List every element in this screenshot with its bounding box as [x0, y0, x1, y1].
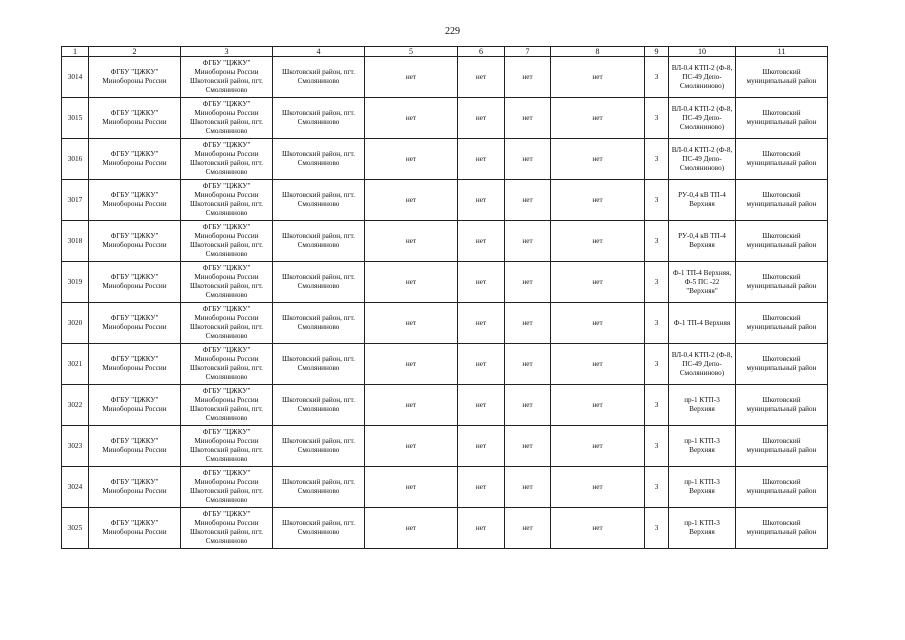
cell-col7: нет	[505, 467, 551, 508]
cell-col7: нет	[505, 344, 551, 385]
cell-power-source: ВЛ-0.4 КТП-2 (Ф-8, ПС-49 Депо-Смоляниново)	[669, 139, 736, 180]
cell-col8: нет	[551, 57, 645, 98]
cell-power-source: РУ-0,4 кВ ТП-4 Верхняя	[669, 221, 736, 262]
cell-owner: ФГБУ "ЦЖКУ" Минобороны России	[89, 426, 181, 467]
cell-col7: нет	[505, 426, 551, 467]
cell-location: Шкотовский район, пгт. Смоляниново	[273, 508, 365, 549]
cell-col9: 3	[645, 262, 669, 303]
column-header: 6	[458, 47, 505, 57]
cell-col6: нет	[458, 98, 505, 139]
cell-owner: ФГБУ "ЦЖКУ" Минобороны России	[89, 221, 181, 262]
cell-col6: нет	[458, 57, 505, 98]
cell-location: Шкотовский район, пгт. Смоляниново	[273, 385, 365, 426]
cell-owner-address: ФГБУ "ЦЖКУ" Минобороны России Шкотовский район, пгт. Смоляниново	[181, 98, 273, 139]
table-row	[62, 262, 828, 303]
cell-col6: нет	[458, 344, 505, 385]
cell-col9: 3	[645, 98, 669, 139]
column-header: 5	[365, 47, 458, 57]
cell-col5: нет	[365, 508, 458, 549]
cell-col9: 3	[645, 180, 669, 221]
cell-col7: нет	[505, 303, 551, 344]
cell-col7: нет	[505, 98, 551, 139]
cell-location: Шкотовский район, пгт. Смоляниново	[273, 344, 365, 385]
cell-owner: ФГБУ "ЦЖКУ" Минобороны России	[89, 180, 181, 221]
cell-power-source: Ф-1 ТП-4 Верхняя	[669, 303, 736, 344]
cell-col8: нет	[551, 426, 645, 467]
cell-owner-address: ФГБУ "ЦЖКУ" Минобороны России Шкотовский район, пгт. Смоляниново	[181, 344, 273, 385]
cell-col8: нет	[551, 262, 645, 303]
cell-col7: нет	[505, 180, 551, 221]
cell-municipality: Шкотовский муниципальный район	[736, 98, 828, 139]
column-header: 4	[273, 47, 365, 57]
cell-power-source: ВЛ-0.4 КТП-2 (Ф-8, ПС-49 Депо-Смоляниново)	[669, 98, 736, 139]
cell-power-source: пр-1 КТП-3 Верхняя	[669, 467, 736, 508]
cell-municipality: Шкотовский муниципальный район	[736, 385, 828, 426]
table-row	[62, 508, 828, 549]
cell-col6: нет	[458, 221, 505, 262]
cell-owner-address: ФГБУ "ЦЖКУ" Минобороны России Шкотовский район, пгт. Смоляниново	[181, 385, 273, 426]
cell-owner-address: ФГБУ "ЦЖКУ" Минобороны России Шкотовский район, пгт. Смоляниново	[181, 262, 273, 303]
cell-power-source: пр-1 КТП-3 Верхняя	[669, 426, 736, 467]
table-row	[62, 180, 828, 221]
cell-col7: нет	[505, 508, 551, 549]
column-header: 2	[89, 47, 181, 57]
cell-col7: нет	[505, 385, 551, 426]
cell-owner-address: ФГБУ "ЦЖКУ" Минобороны России Шкотовский район, пгт. Смоляниново	[181, 221, 273, 262]
cell-owner-address: ФГБУ "ЦЖКУ" Минобороны России Шкотовский район, пгт. Смоляниново	[181, 467, 273, 508]
cell-col7: нет	[505, 57, 551, 98]
cell-col7: нет	[505, 139, 551, 180]
cell-col8: нет	[551, 508, 645, 549]
cell-municipality: Шкотовский муниципальный район	[736, 303, 828, 344]
cell-power-source: Ф-1 ТП-4 Верхняя, Ф-5 ПС -22 "Верхняя"	[669, 262, 736, 303]
cell-col6: нет	[458, 139, 505, 180]
cell-owner: ФГБУ "ЦЖКУ" Минобороны России	[89, 344, 181, 385]
column-header: 8	[551, 47, 645, 57]
cell-col9: 3	[645, 426, 669, 467]
cell-owner: ФГБУ "ЦЖКУ" Минобороны России	[89, 57, 181, 98]
cell-location: Шкотовский район, пгт. Смоляниново	[273, 57, 365, 98]
cell-municipality: Шкотовский муниципальный район	[736, 344, 828, 385]
cell-col9: 3	[645, 221, 669, 262]
cell-owner-address: ФГБУ "ЦЖКУ" Минобороны России Шкотовский район, пгт. Смоляниново	[181, 57, 273, 98]
cell-location: Шкотовский район, пгт. Смоляниново	[273, 180, 365, 221]
table-row	[62, 221, 828, 262]
column-header: 11	[736, 47, 828, 57]
cell-col9: 3	[645, 139, 669, 180]
cell-location: Шкотовский район, пгт. Смоляниново	[273, 303, 365, 344]
cell-municipality: Шкотовский муниципальный район	[736, 221, 828, 262]
cell-number: 3015	[62, 98, 89, 139]
cell-col9: 3	[645, 508, 669, 549]
cell-municipality: Шкотовский муниципальный район	[736, 262, 828, 303]
cell-municipality: Шкотовский муниципальный район	[736, 426, 828, 467]
cell-col8: нет	[551, 467, 645, 508]
cell-col6: нет	[458, 385, 505, 426]
cell-col6: нет	[458, 262, 505, 303]
cell-number: 3019	[62, 262, 89, 303]
cell-col6: нет	[458, 180, 505, 221]
column-header: 7	[505, 47, 551, 57]
cell-col5: нет	[365, 303, 458, 344]
cell-power-source: РУ-0,4 кВ ТП-4 Верхняя	[669, 180, 736, 221]
cell-number: 3021	[62, 344, 89, 385]
table-row	[62, 385, 828, 426]
cell-number: 3024	[62, 467, 89, 508]
cell-power-source: пр-1 КТП-3 Верхняя	[669, 385, 736, 426]
cell-col7: нет	[505, 262, 551, 303]
cell-number: 3022	[62, 385, 89, 426]
cell-location: Шкотовский район, пгт. Смоляниново	[273, 139, 365, 180]
cell-number: 3014	[62, 57, 89, 98]
cell-municipality: Шкотовский муниципальный район	[736, 139, 828, 180]
table-row	[62, 426, 828, 467]
cell-col9: 3	[645, 385, 669, 426]
cell-col5: нет	[365, 344, 458, 385]
cell-col8: нет	[551, 180, 645, 221]
cell-col5: нет	[365, 98, 458, 139]
cell-col5: нет	[365, 139, 458, 180]
cell-col6: нет	[458, 426, 505, 467]
cell-owner-address: ФГБУ "ЦЖКУ" Минобороны России Шкотовский район, пгт. Смоляниново	[181, 508, 273, 549]
cell-col6: нет	[458, 303, 505, 344]
cell-municipality: Шкотовский муниципальный район	[736, 467, 828, 508]
cell-location: Шкотовский район, пгт. Смоляниново	[273, 426, 365, 467]
cell-col5: нет	[365, 262, 458, 303]
cell-municipality: Шкотовский муниципальный район	[736, 180, 828, 221]
cell-col5: нет	[365, 180, 458, 221]
cell-col8: нет	[551, 303, 645, 344]
table-row	[62, 139, 828, 180]
cell-col9: 3	[645, 467, 669, 508]
column-header: 1	[62, 47, 89, 57]
cell-owner-address: ФГБУ "ЦЖКУ" Минобороны России Шкотовский район, пгт. Смоляниново	[181, 180, 273, 221]
cell-location: Шкотовский район, пгт. Смоляниново	[273, 221, 365, 262]
cell-col9: 3	[645, 57, 669, 98]
cell-power-source: пр-1 КТП-3 Верхняя	[669, 508, 736, 549]
cell-owner: ФГБУ "ЦЖКУ" Минобороны России	[89, 139, 181, 180]
cell-owner: ФГБУ "ЦЖКУ" Минобороны России	[89, 467, 181, 508]
cell-power-source: ВЛ-0.4 КТП-2 (Ф-8, ПС-49 Депо-Смоляниново)	[669, 57, 736, 98]
cell-owner: ФГБУ "ЦЖКУ" Минобороны России	[89, 262, 181, 303]
page-number: 229	[445, 26, 460, 37]
header-row	[62, 47, 828, 57]
table-row	[62, 98, 828, 139]
cell-col8: нет	[551, 139, 645, 180]
cell-power-source: ВЛ-0.4 КТП-2 (Ф-8, ПС-49 Депо-Смоляниново)	[669, 344, 736, 385]
column-header: 3	[181, 47, 273, 57]
cell-owner: ФГБУ "ЦЖКУ" Минобороны России	[89, 508, 181, 549]
cell-owner: ФГБУ "ЦЖКУ" Минобороны России	[89, 303, 181, 344]
table-row	[62, 344, 828, 385]
cell-col5: нет	[365, 221, 458, 262]
cell-col9: 3	[645, 344, 669, 385]
registry-body	[62, 57, 828, 549]
cell-number: 3018	[62, 221, 89, 262]
cell-col5: нет	[365, 426, 458, 467]
cell-owner: ФГБУ "ЦЖКУ" Минобороны России	[89, 385, 181, 426]
cell-col6: нет	[458, 508, 505, 549]
table-row	[62, 467, 828, 508]
cell-location: Шкотовский район, пгт. Смоляниново	[273, 98, 365, 139]
cell-number: 3016	[62, 139, 89, 180]
cell-owner-address: ФГБУ "ЦЖКУ" Минобороны России Шкотовский район, пгт. Смоляниново	[181, 139, 273, 180]
cell-col5: нет	[365, 57, 458, 98]
cell-municipality: Шкотовский муниципальный район	[736, 508, 828, 549]
cell-owner-address: ФГБУ "ЦЖКУ" Минобороны России Шкотовский район, пгт. Смоляниново	[181, 426, 273, 467]
table-row	[62, 303, 828, 344]
cell-col8: нет	[551, 344, 645, 385]
cell-number: 3025	[62, 508, 89, 549]
column-header: 10	[669, 47, 736, 57]
cell-owner: ФГБУ "ЦЖКУ" Минобороны России	[89, 98, 181, 139]
table-row	[62, 57, 828, 98]
cell-number: 3020	[62, 303, 89, 344]
cell-location: Шкотовский район, пгт. Смоляниново	[273, 262, 365, 303]
column-header: 9	[645, 47, 669, 57]
cell-municipality: Шкотовский муниципальный район	[736, 57, 828, 98]
cell-col5: нет	[365, 385, 458, 426]
cell-col7: нет	[505, 221, 551, 262]
registry-table	[61, 46, 828, 549]
cell-col8: нет	[551, 98, 645, 139]
cell-owner-address: ФГБУ "ЦЖКУ" Минобороны России Шкотовский район, пгт. Смоляниново	[181, 303, 273, 344]
cell-number: 3023	[62, 426, 89, 467]
cell-col5: нет	[365, 467, 458, 508]
cell-number: 3017	[62, 180, 89, 221]
cell-col8: нет	[551, 221, 645, 262]
cell-col9: 3	[645, 303, 669, 344]
cell-location: Шкотовский район, пгт. Смоляниново	[273, 467, 365, 508]
cell-col8: нет	[551, 385, 645, 426]
cell-col6: нет	[458, 467, 505, 508]
